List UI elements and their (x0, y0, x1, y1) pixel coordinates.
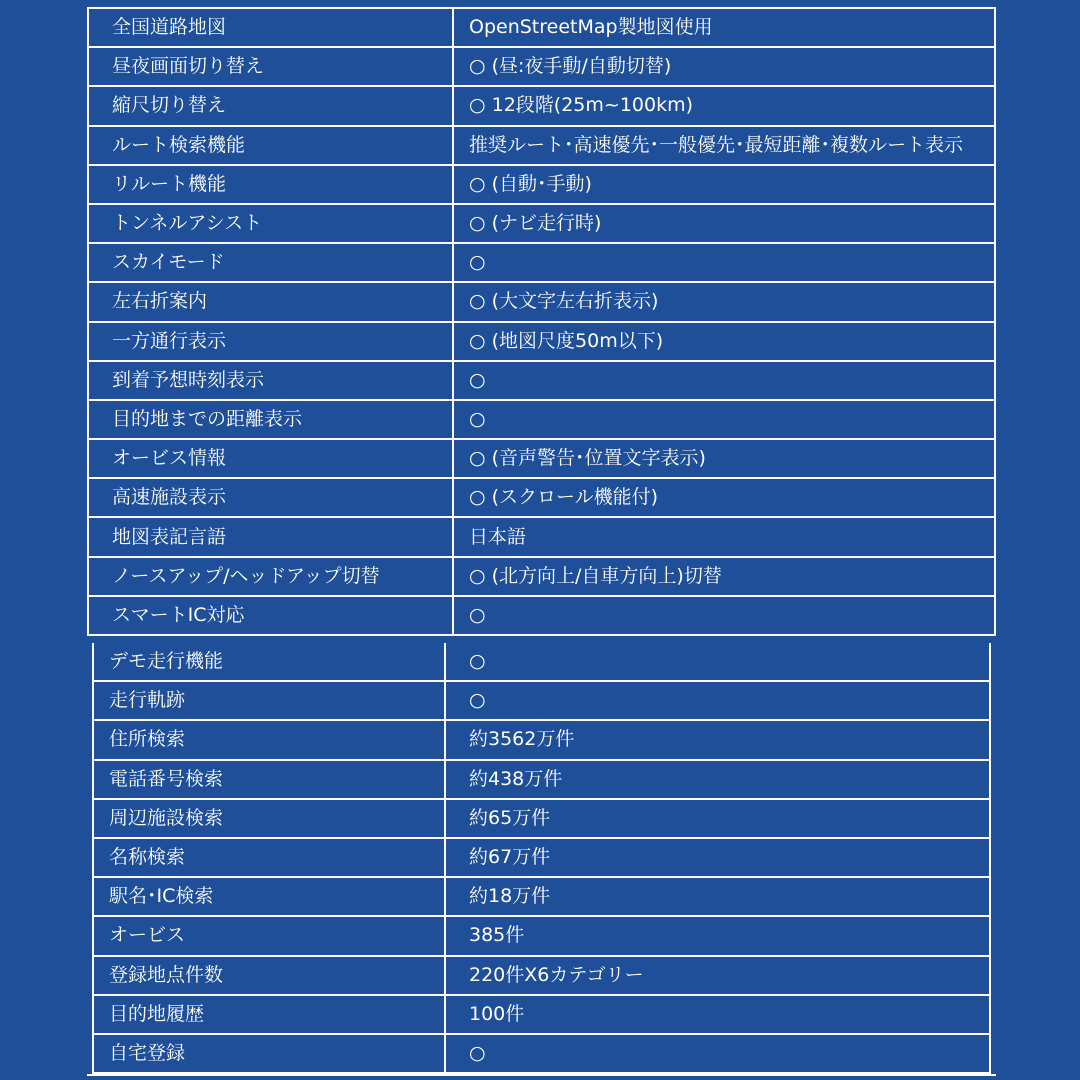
spec-row (88, 478, 995, 517)
spec-row (88, 400, 995, 439)
spec-label: オービス (93, 916, 445, 955)
spec-value: ○ (昼:夜手動/自動切替) (453, 47, 995, 86)
spec-row (93, 681, 990, 720)
spec-label: トンネルアシスト (88, 204, 453, 243)
spec-row (88, 322, 995, 361)
spec-row (93, 956, 990, 995)
spec-value: ○ (445, 1034, 990, 1073)
spec-value: 100件 (445, 995, 990, 1034)
spec-value: ○ (北方向上/自車方向上)切替 (453, 557, 995, 596)
spec-label: 到着予想時刻表示 (88, 361, 453, 400)
spec-value: 日本語 (453, 517, 995, 556)
spec-value: ○ (453, 596, 995, 635)
spec-row (88, 86, 995, 125)
spec-row (88, 517, 995, 556)
spec-value: 385件 (445, 916, 990, 955)
spec-label: 駅名･IC検索 (93, 877, 445, 916)
spec-label: スマートIC対応 (88, 596, 453, 635)
spec-row (88, 439, 995, 478)
spec-value: 220件X6カテゴリー (445, 956, 990, 995)
spec-value: ○ (453, 243, 995, 282)
spec-row (88, 243, 995, 282)
spec-value: ○ (445, 643, 990, 681)
spec-value: ○ (453, 361, 995, 400)
spec-label: 走行軌跡 (93, 681, 445, 720)
spec-table-upper (87, 7, 996, 636)
spec-row (88, 282, 995, 321)
spec-value: 約3562万件 (445, 720, 990, 759)
spec-value: ○ (445, 681, 990, 720)
spec-label: オービス情報 (88, 439, 453, 478)
spec-label: 縮尺切り替え (88, 86, 453, 125)
spec-row (88, 126, 995, 165)
spec-row (88, 165, 995, 204)
spec-value: 推奨ルート･高速優先･一般優先･最短距離･複数ルート表示 (453, 126, 995, 165)
spec-label: 住所検索 (93, 720, 445, 759)
spec-value: ○ (ナビ走行時) (453, 204, 995, 243)
spec-row (88, 47, 995, 86)
spec-row (93, 1034, 990, 1073)
spec-row (93, 995, 990, 1034)
spec-row (93, 720, 990, 759)
spec-label: スカイモード (88, 243, 453, 282)
spec-label: 自宅登録 (93, 1034, 445, 1073)
spec-label: 地図表記言語 (88, 517, 453, 556)
spec-row (88, 557, 995, 596)
spec-row (93, 799, 990, 838)
spec-row (93, 760, 990, 799)
spec-label: ノースアップ/ヘッドアップ切替 (88, 557, 453, 596)
spec-label: 高速施設表示 (88, 478, 453, 517)
spec-table-lower (92, 643, 991, 1074)
spec-label: デモ走行機能 (93, 643, 445, 681)
spec-label: 名称検索 (93, 838, 445, 877)
spec-row (88, 361, 995, 400)
spec-label: ルート検索機能 (88, 126, 453, 165)
spec-label: 目的地までの距離表示 (88, 400, 453, 439)
spec-label: リルート機能 (88, 165, 453, 204)
spec-row (93, 877, 990, 916)
spec-label: 目的地履歴 (93, 995, 445, 1034)
spec-value: ○ (自動･手動) (453, 165, 995, 204)
spec-row (88, 596, 995, 635)
spec-row (88, 204, 995, 243)
bottom-divider (87, 1074, 996, 1076)
spec-label: 登録地点件数 (93, 956, 445, 995)
spec-value: ○ 12段階(25m~100km) (453, 86, 995, 125)
spec-table-lower-body (93, 643, 990, 1073)
spec-value: 約438万件 (445, 760, 990, 799)
spec-table-upper-body (88, 8, 995, 635)
spec-label: 昼夜画面切り替え (88, 47, 453, 86)
spec-label: 一方通行表示 (88, 322, 453, 361)
spec-value: ○ (音声警告･位置文字表示) (453, 439, 995, 478)
spec-value: ○ (大文字左右折表示) (453, 282, 995, 321)
spec-label: 左右折案内 (88, 282, 453, 321)
spec-row (93, 838, 990, 877)
spec-value: ○ (地図尺度50m以下) (453, 322, 995, 361)
spec-row (93, 916, 990, 955)
spec-label: 電話番号検索 (93, 760, 445, 799)
spec-row (88, 8, 995, 47)
spec-value: ○ (スクロール機能付) (453, 478, 995, 517)
spec-value: 約18万件 (445, 877, 990, 916)
spec-value: 約67万件 (445, 838, 990, 877)
spec-value: ○ (453, 400, 995, 439)
spec-value: OpenStreetMap製地図使用 (453, 8, 995, 47)
spec-value: 約65万件 (445, 799, 990, 838)
spec-row (93, 643, 990, 681)
spec-label: 全国道路地図 (88, 8, 453, 47)
spec-label: 周辺施設検索 (93, 799, 445, 838)
